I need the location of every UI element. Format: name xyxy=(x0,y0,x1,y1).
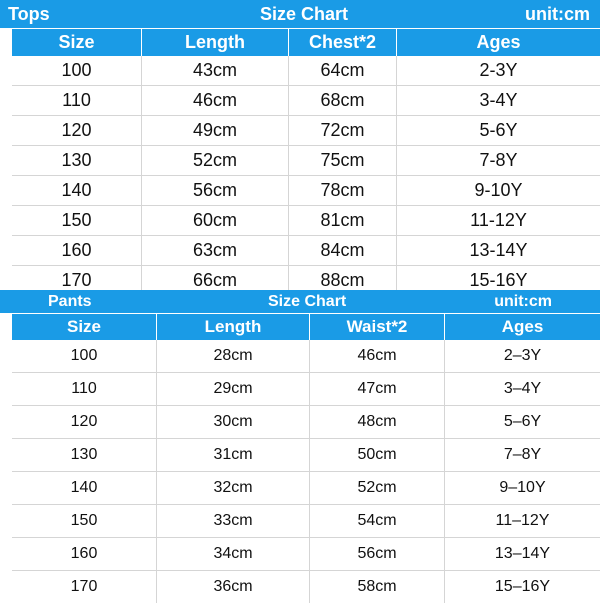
pants-table-row xyxy=(12,340,600,373)
tops-cell-size: 140 xyxy=(12,176,142,205)
pants-chart-title: Size Chart xyxy=(268,293,347,310)
tops-table-row xyxy=(12,146,600,176)
tops-header-size: Size xyxy=(12,29,142,56)
pants-cell-size: 150 xyxy=(12,505,157,537)
pants-table-row xyxy=(12,571,600,603)
tops-cell-length: 43cm xyxy=(142,56,289,85)
tops-cell-ages: 11-12Y xyxy=(470,210,527,230)
pants-cell-waist: 52cm xyxy=(310,472,445,504)
tops-header-ages: Ages xyxy=(476,32,521,52)
tops-size-chart xyxy=(0,0,600,290)
pants-header-ages: Ages xyxy=(501,317,544,336)
tops-table-row xyxy=(12,176,600,206)
tops-cell-chest: 84cm xyxy=(289,236,397,265)
pants-table-row xyxy=(12,505,600,538)
pants-cell-length: 31cm xyxy=(157,439,310,471)
tops-cell-chest: 81cm xyxy=(289,206,397,235)
tops-table-row xyxy=(12,56,600,86)
pants-cell-size: 120 xyxy=(12,406,157,438)
pants-table-row xyxy=(12,373,600,406)
tops-cell-size: 120 xyxy=(12,116,142,145)
tops-cell-length: 66cm xyxy=(142,266,289,295)
tops-cell-ages: 15-16Y xyxy=(469,270,528,290)
pants-table-body xyxy=(12,340,600,603)
pants-cell-length: 28cm xyxy=(157,340,310,372)
tops-cell-ages: 9-10Y xyxy=(474,180,523,200)
pants-cell-waist: 50cm xyxy=(310,439,445,471)
tops-cell-chest: 78cm xyxy=(289,176,397,205)
pants-header-length: Length xyxy=(157,314,310,340)
pants-cell-ages: 13–14Y xyxy=(494,545,551,562)
tops-table-row xyxy=(12,206,600,236)
pants-cell-size: 130 xyxy=(12,439,157,471)
tops-cell-size: 110 xyxy=(12,86,142,115)
pants-header-waist: Waist*2 xyxy=(310,314,445,340)
tops-unit-label: unit:cm xyxy=(525,4,590,24)
pants-cell-size: 100 xyxy=(12,340,157,372)
pants-cell-size: 140 xyxy=(12,472,157,504)
tops-cell-size: 130 xyxy=(12,146,142,175)
pants-header-size: Size xyxy=(12,314,157,340)
tops-header-length: Length xyxy=(142,29,289,56)
tops-cell-size: 150 xyxy=(12,206,142,235)
pants-cell-length: 29cm xyxy=(157,373,310,405)
pants-table-row xyxy=(12,406,600,439)
pants-cell-ages: 2–3Y xyxy=(503,347,542,364)
tops-header-row xyxy=(12,29,600,56)
tops-cell-length: 52cm xyxy=(142,146,289,175)
tops-cell-length: 63cm xyxy=(142,236,289,265)
tops-table-row xyxy=(12,86,600,116)
tops-header-chest: Chest*2 xyxy=(289,29,397,56)
tops-cell-length: 46cm xyxy=(142,86,289,115)
pants-table-row xyxy=(12,439,600,472)
tops-cell-chest: 75cm xyxy=(289,146,397,175)
tops-table-row xyxy=(12,116,600,146)
tops-cell-ages: 3-4Y xyxy=(479,90,518,110)
pants-cell-waist: 47cm xyxy=(310,373,445,405)
pants-cell-waist: 46cm xyxy=(310,340,445,372)
tops-chart-title: Size Chart xyxy=(260,4,349,24)
tops-cell-length: 56cm xyxy=(142,176,289,205)
tops-cell-length: 60cm xyxy=(142,206,289,235)
pants-unit-label: unit:cm xyxy=(494,293,552,310)
pants-cell-length: 32cm xyxy=(157,472,310,504)
pants-cell-ages: 9–10Y xyxy=(499,479,546,496)
pants-title-bar xyxy=(0,290,600,313)
pants-cell-ages: 11–12Y xyxy=(495,512,550,529)
tops-cell-length: 49cm xyxy=(142,116,289,145)
tops-cell-chest: 72cm xyxy=(289,116,397,145)
tops-cell-ages: 2-3Y xyxy=(479,60,518,80)
pants-cell-ages: 5–6Y xyxy=(503,413,542,430)
pants-header-row xyxy=(12,314,600,340)
tops-cell-ages: 13-14Y xyxy=(469,240,528,260)
pants-cell-waist: 54cm xyxy=(310,505,445,537)
tops-table-body xyxy=(12,56,600,295)
pants-cell-length: 36cm xyxy=(157,571,310,603)
pants-size-chart xyxy=(0,290,600,600)
pants-cell-ages: 7–8Y xyxy=(503,446,542,463)
tops-cell-size: 170 xyxy=(12,266,142,295)
tops-cell-chest: 64cm xyxy=(289,56,397,85)
pants-cell-size: 160 xyxy=(12,538,157,570)
pants-cell-length: 30cm xyxy=(157,406,310,438)
tops-cell-chest: 68cm xyxy=(289,86,397,115)
pants-cell-length: 34cm xyxy=(157,538,310,570)
tops-cell-chest: 88cm xyxy=(289,266,397,295)
tops-cell-ages: 7-8Y xyxy=(479,150,518,170)
tops-cell-size: 100 xyxy=(12,56,142,85)
pants-cell-ages: 3–4Y xyxy=(503,380,542,397)
pants-cell-size: 170 xyxy=(12,571,157,603)
pants-category-label: Pants xyxy=(48,293,92,310)
pants-table-row xyxy=(12,538,600,571)
tops-title-bar xyxy=(0,0,600,28)
pants-cell-waist: 56cm xyxy=(310,538,445,570)
pants-table-row xyxy=(12,472,600,505)
pants-cell-ages: 15–16Y xyxy=(494,578,551,595)
pants-cell-waist: 58cm xyxy=(310,571,445,603)
pants-cell-size: 110 xyxy=(12,373,157,405)
tops-cell-ages: 5-6Y xyxy=(479,120,518,140)
tops-category-label: Tops xyxy=(8,4,50,24)
pants-cell-length: 33cm xyxy=(157,505,310,537)
tops-cell-size: 160 xyxy=(12,236,142,265)
pants-cell-waist: 48cm xyxy=(310,406,445,438)
tops-table-row xyxy=(12,236,600,266)
